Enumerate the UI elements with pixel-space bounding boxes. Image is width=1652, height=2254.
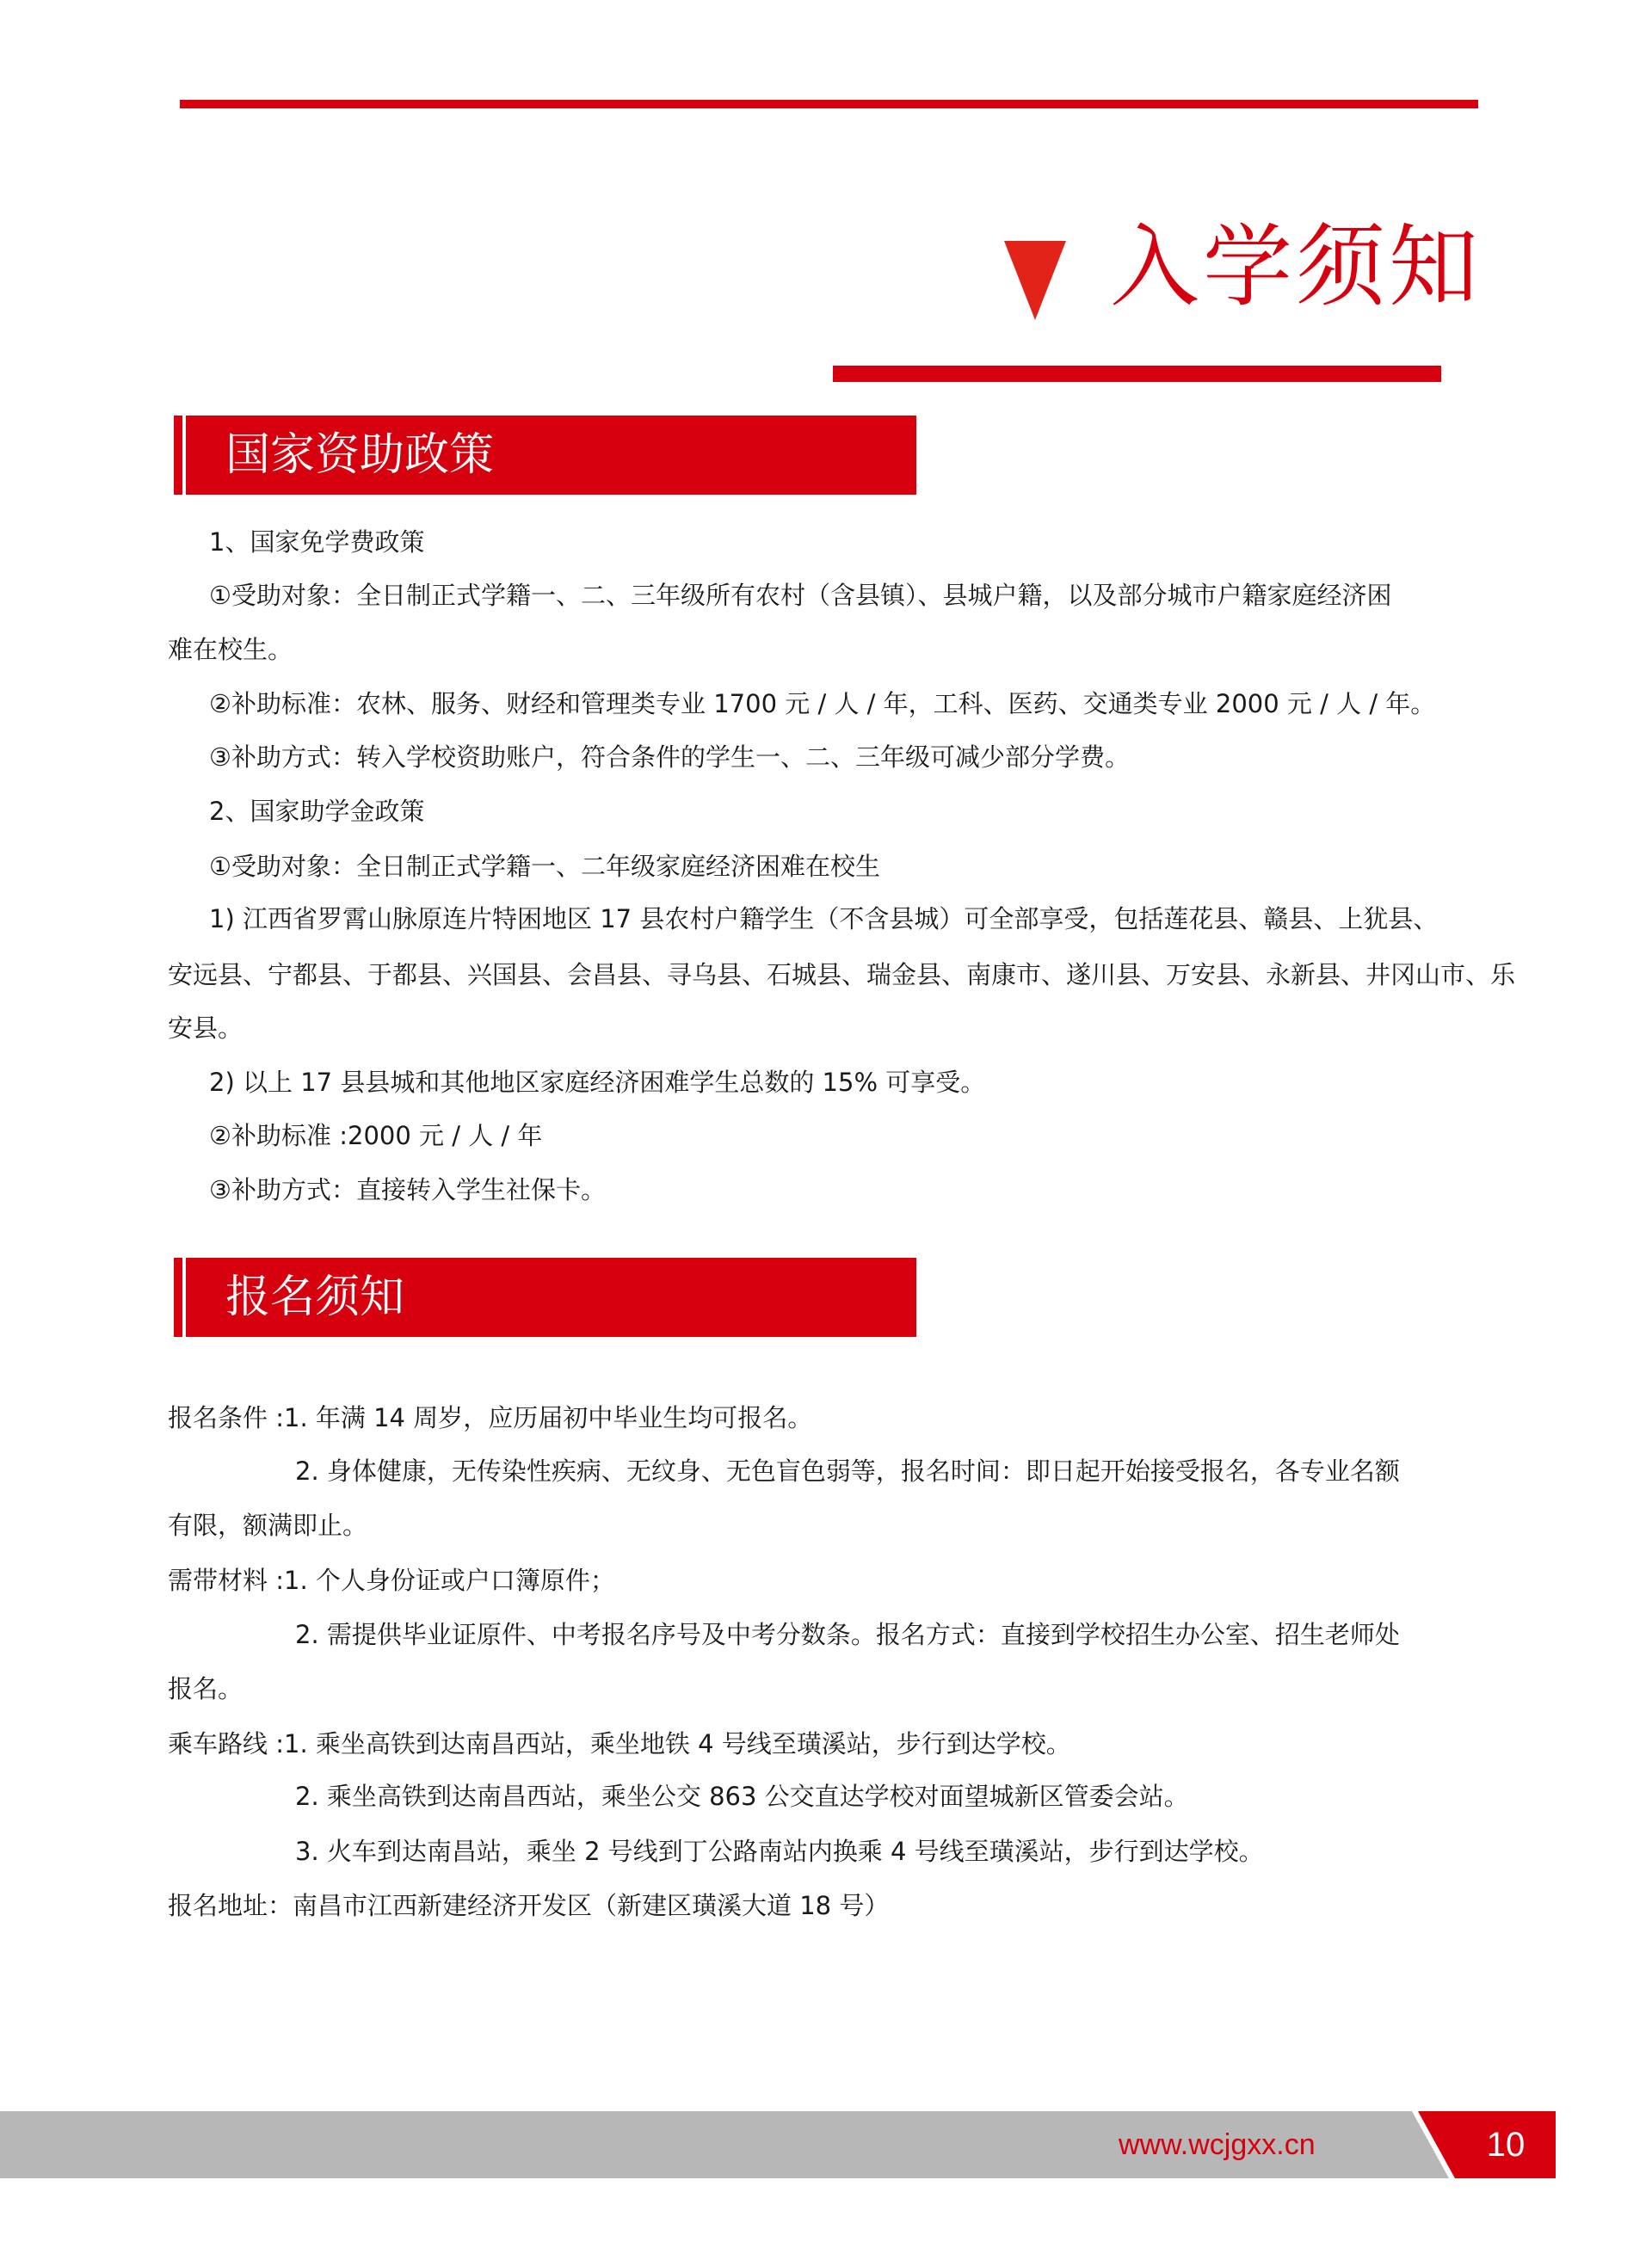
triangle-down-icon — [1004, 241, 1066, 320]
paragraph-line: 1) 江西省罗霄山脉原连片特困地区 17 县农村户籍学生（不含县城）可全部享受，包括莲花县、赣县、上犹县、 — [209, 904, 1439, 933]
paragraph-line: ③补助方式：直接转入学生社保卡。 — [209, 1175, 606, 1204]
paragraph-line: 安远县、宁都县、于都县、兴国县、会昌县、寻乌县、石城县、瑞金县、南康市、遂川县、万安县、永新县、井冈山市、乐 — [168, 960, 1516, 989]
page-number: 10 — [1486, 2126, 1526, 2164]
section-heading-enrollment — [174, 1258, 916, 1337]
footer-band — [0, 2111, 1652, 2178]
paragraph-line: ③补助方式：转入学校资助账户，符合条件的学生一、二、三年级可减少部分学费。 — [209, 742, 1130, 772]
paragraph-line: 乘车路线 :1. 乘坐高铁到达南昌西站，乘坐地铁 4 号线至璜溪站，步行到达学校。 — [168, 1729, 1071, 1758]
title-underline — [833, 366, 1441, 382]
page-title: 入学须知 — [1110, 214, 1482, 319]
paragraph-line: 有限，额满即止。 — [168, 1511, 368, 1540]
section-heading-financial-aid — [174, 416, 916, 495]
top-rule — [180, 100, 1478, 108]
paragraph-line: 2. 乘坐高铁到达南昌西站，乘坐公交 863 公交直达学校对面望城新区管委会站。 — [295, 1782, 1189, 1811]
paragraph-line: 2) 以上 17 县县城和其他地区家庭经济困难学生总数的 15% 可享受。 — [209, 1068, 986, 1097]
paragraph-line: 需带材料 :1. 个人身份证或户口簿原件； — [168, 1566, 615, 1595]
paragraph-line: ①受助对象：全日制正式学籍一、二、三年级所有农村（含县镇）、县城户籍，以及部分城市户籍家庭经济困 — [209, 581, 1392, 610]
heading-accent-strip — [174, 416, 182, 495]
website-link[interactable]: www.wcjgxx.cn — [1119, 2128, 1316, 2161]
paragraph-line: 报名条件 :1. 年满 14 周岁，应历届初中毕业生均可报名。 — [168, 1403, 813, 1432]
paragraph-line: 报名。 — [168, 1674, 243, 1703]
section-heading-label: 报名须知 — [225, 1272, 405, 1323]
heading-accent-strip — [174, 1258, 182, 1337]
paragraph-line: 安县。 — [168, 1013, 243, 1043]
paragraph-line: 2. 身体健康，无传染性疾病、无纹身、无色盲色弱等，报名时间：即日起开始接受报名，各专业名额 — [295, 1456, 1400, 1486]
paragraph-line: ②补助标准：农林、服务、财经和管理类专业 1700 元 / 人 / 年，工科、医药、交通类专业 2000 元 / 人 / 年。 — [209, 689, 1436, 718]
paragraph-line: 难在校生。 — [168, 635, 293, 664]
paragraph-line: ①受助对象：全日制正式学籍一、二年级家庭经济困难在校生 — [209, 852, 880, 881]
paragraph-line: 2. 需提供毕业证原件、中考报名序号及中考分数条。报名方式：直接到学校招生办公室、招生老师处 — [295, 1620, 1400, 1649]
policy-heading: 2、国家助学金政策 — [209, 797, 425, 826]
section-heading-label: 国家资助政策 — [225, 429, 495, 481]
paragraph-line: ②补助标准 :2000 元 / 人 / 年 — [209, 1121, 543, 1150]
policy-heading: 1、国家免学费政策 — [209, 527, 425, 557]
paragraph-line: 3. 火车到达南昌站，乘坐 2 号线到丁公路南站内换乘 4 号线至璜溪站，步行到达学校。 — [295, 1837, 1264, 1866]
paragraph-line: 报名地址：南昌市江西新建经济开发区（新建区璜溪大道 18 号） — [168, 1891, 890, 1920]
